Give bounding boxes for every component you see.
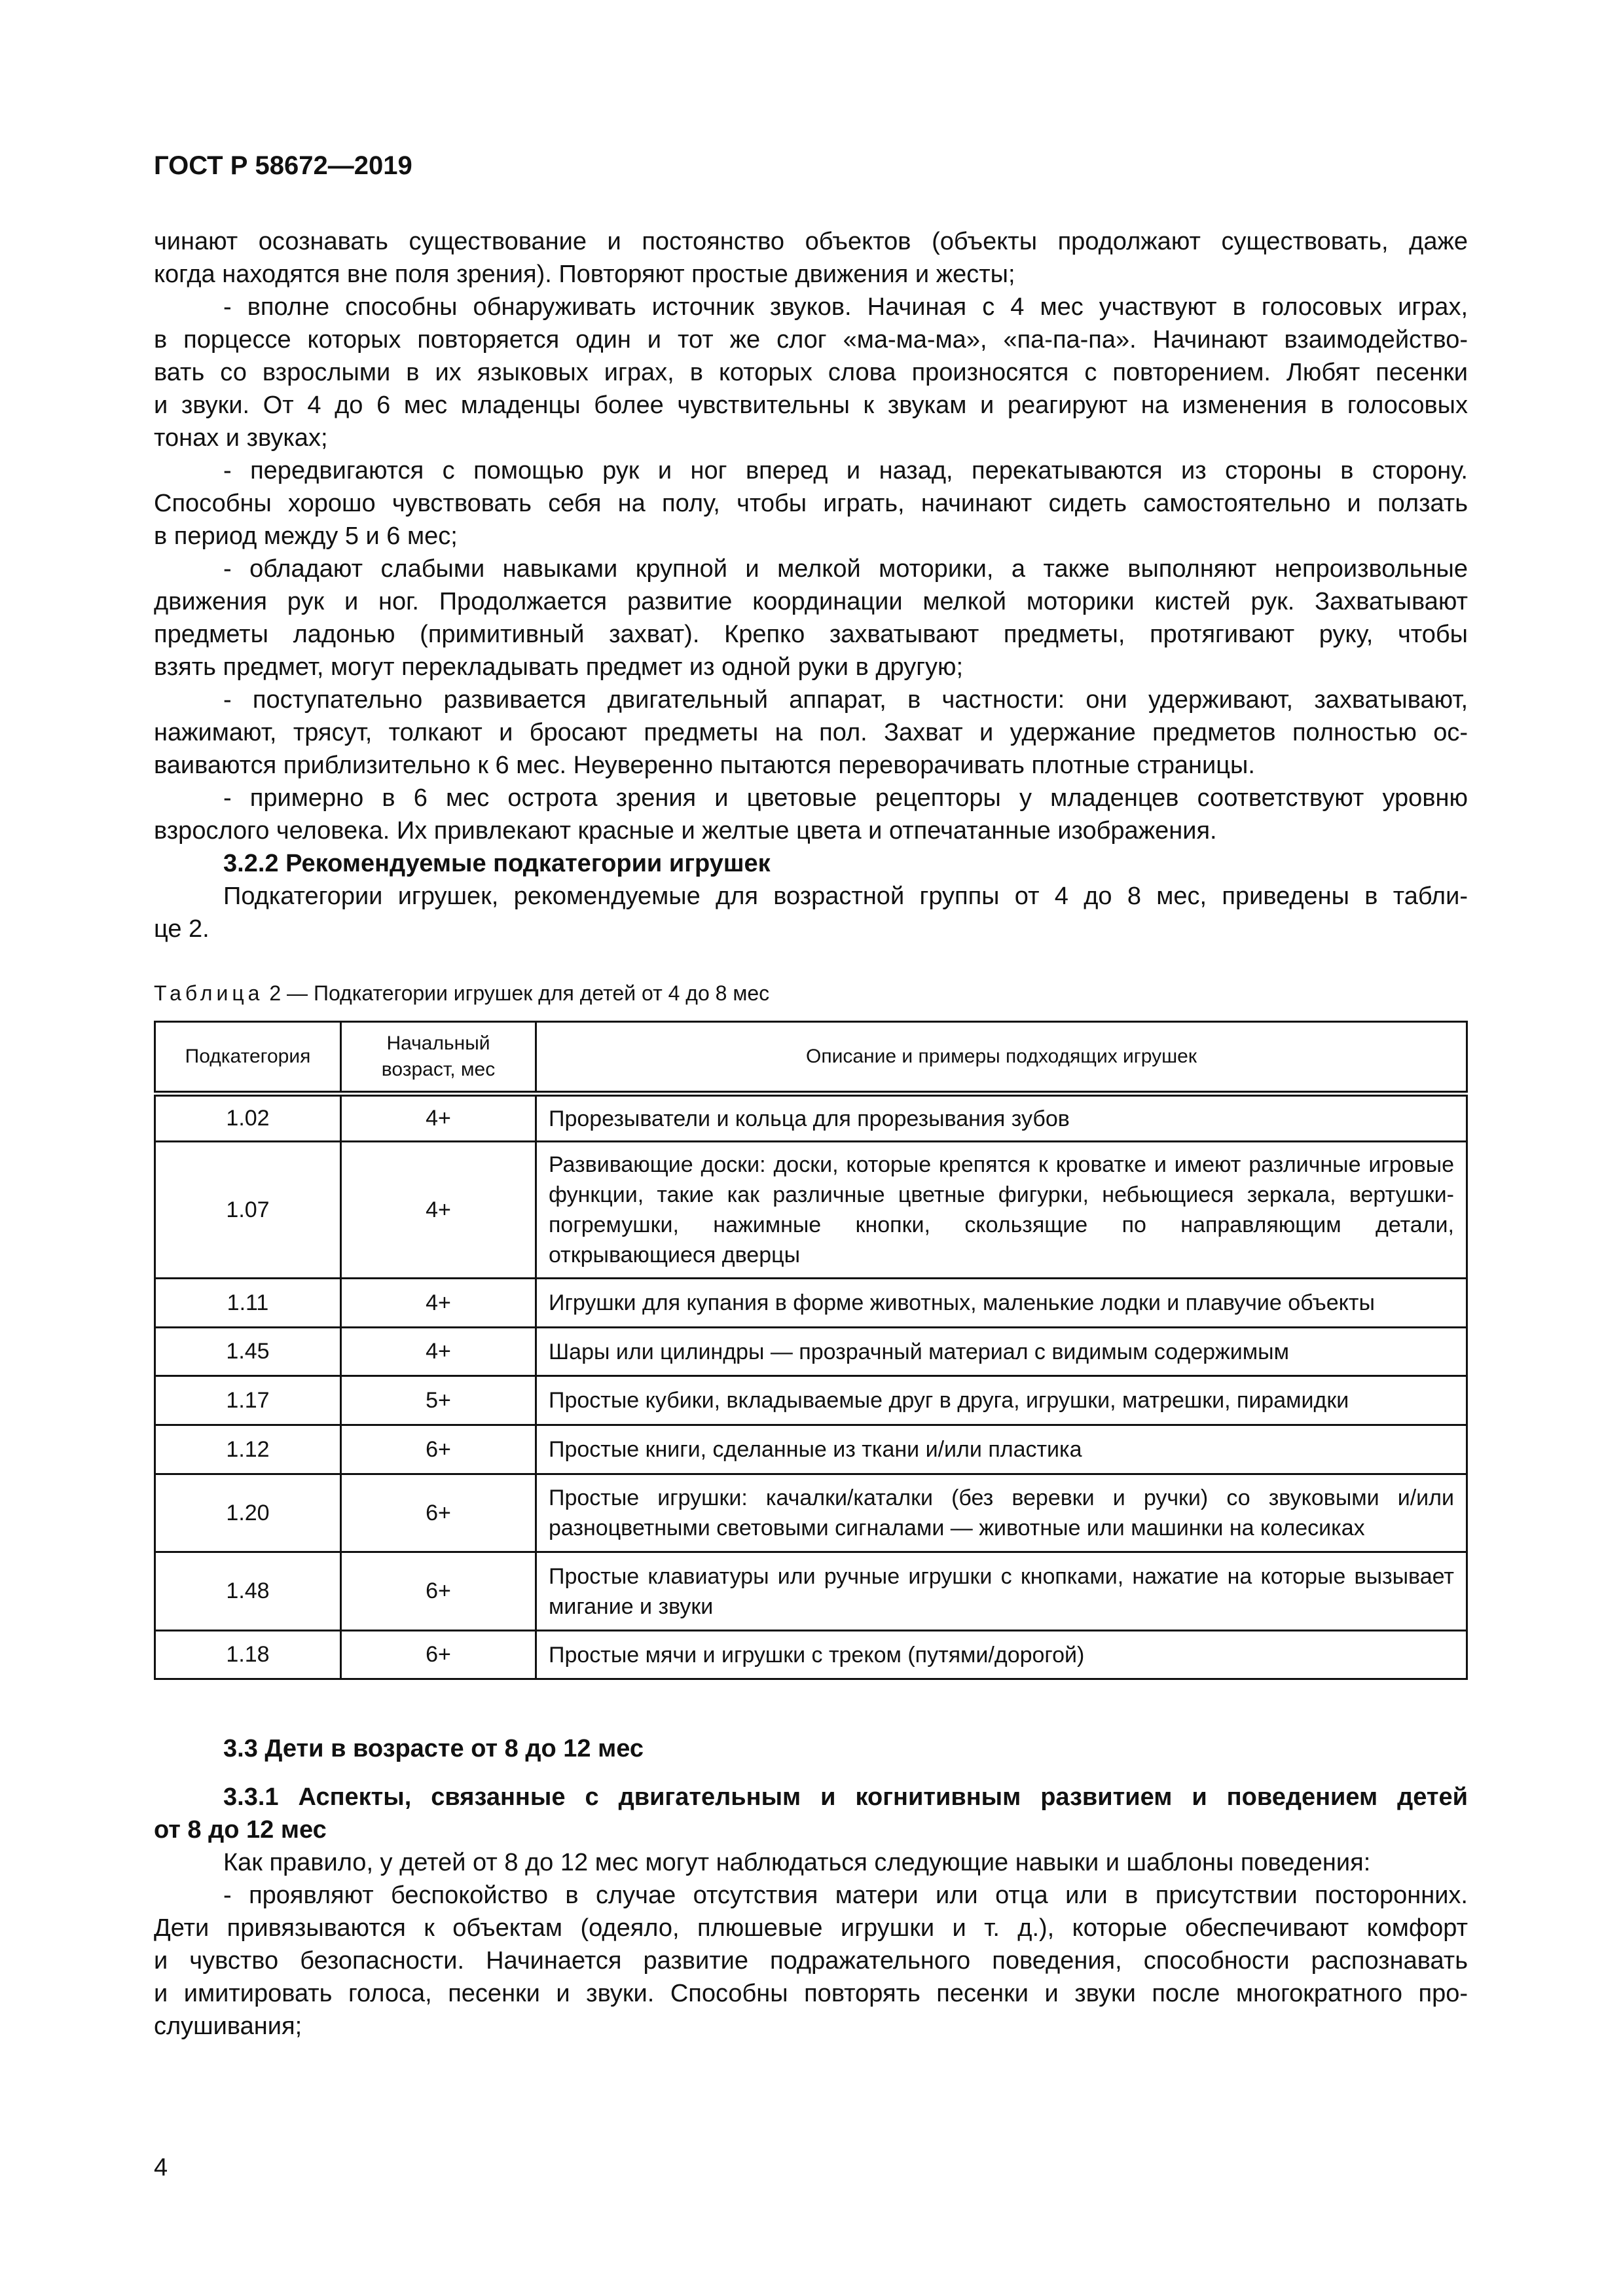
paragraph-line: и звуки. От 4 до 6 мес младенцы более чувствительны к звукам и реагируют на изменения в голосовых [154,392,1468,419]
paragraph-line: и имитировать голоса, песенки и звуки. Способны повторять песенки и звуки после многократного про- [154,1980,1468,2007]
table-row [155,1279,1467,1328]
body-text-top [154,225,1468,945]
paragraph-line: ваиваются приблизительно к 6 мес. Неуверенно пытаются переворачивать плотные страницы. [154,752,1255,779]
subcategory-cell: 1.20 [155,1474,341,1552]
description-cell: Простые игрушки: качалки/каталки (без веревки и ручки) со звуковыми и/или разноцветными световыми сигналами — животные или машинки на колесиках [536,1474,1467,1552]
paragraph-line: взрослого человека. Их привлекают красные и желтые цвета и отпечатанные изображения. [154,817,1217,845]
paragraph-line: - поступательно развивается двигательный аппарат, в частности: они удерживают, захватывают, [223,686,1468,714]
description-cell: Шары или цилиндры — прозрачный материал с видимым содержимым [536,1328,1467,1376]
table-caption [154,979,769,1008]
subcategory-cell: 1.12 [155,1425,341,1474]
table-row [155,1328,1467,1376]
paragraph-line: вать со взрослыми в их языковых играх, в которых слова произносятся с повторением. Любят песенки [154,359,1468,386]
table-row [155,1552,1467,1631]
paragraph-line: Как правило, у детей от 8 до 12 мес могут наблюдаться следующие навыки и шаблоны поведения: [223,1849,1371,1876]
subcategory-cell: 1.07 [155,1142,341,1279]
subcategory-cell: 1.18 [155,1631,341,1679]
table-header-row [155,1022,1467,1094]
subcategory-cell: 1.02 [155,1094,341,1142]
table-caption-label: Таблица [154,981,264,1005]
start-age-cell: 4+ [341,1328,536,1376]
table-row [155,1142,1467,1279]
paragraph-line: Подкатегории игрушек, рекомендуемые для возрастной группы от 4 до 8 мес, приведены в табли- [223,883,1468,910]
heading-line: от 8 до 12 мес [154,1816,327,1844]
table-row [155,1094,1467,1142]
start-age-cell: 6+ [341,1552,536,1631]
document-id-header: ГОСТ Р 58672—2019 [154,151,412,180]
paragraph-line: це 2. [154,915,210,943]
description-cell: Простые мячи и игрушки с треком (путями/дорогой) [536,1631,1467,1679]
subcategories-table [154,1021,1468,1680]
paragraph-line: взять предмет, могут перекладывать предмет из одной руки в другую; [154,653,964,681]
start-age-cell: 6+ [341,1474,536,1552]
table-row [155,1376,1467,1425]
header-subcategory: Подкатегория [155,1022,341,1094]
table-row [155,1631,1467,1679]
paragraph-line: когда находятся вне поля зрения). Повторяют простые движения и жесты; [154,261,1015,288]
start-age-cell: 6+ [341,1631,536,1679]
paragraph-line: чинают осознавать существование и постоянство объектов (объекты продолжают существовать, даже [154,228,1468,255]
subcategory-cell: 1.11 [155,1279,341,1328]
description-cell: Прорезыватели и кольца для прорезывания зубов [536,1094,1467,1142]
paragraph-line: - примерно в 6 мес острота зрения и цветовые рецепторы у младенцев соответствуют уровню [223,784,1468,812]
subcategory-cell: 1.17 [155,1376,341,1425]
description-cell: Простые книги, сделанные из ткани и/или пластика [536,1425,1467,1474]
start-age-cell: 4+ [341,1279,536,1328]
subcategory-cell: 1.45 [155,1328,341,1376]
subcategory-cell: 1.48 [155,1552,341,1631]
paragraph-line: и чувство безопасности. Начинается развитие подражательного поведения, способности распознавать [154,1947,1468,1975]
start-age-cell: 4+ [341,1094,536,1142]
table-caption-text: 2 — Подкатегории игрушек для детей от 4 до 8 мес [263,981,770,1005]
body-text-bottom [154,1781,1468,2043]
paragraph-line: - обладают слабыми навыками крупной и мелкой моторики, а также выполняют непроизвольные [223,555,1468,583]
paragraph-line: - вполне способны обнаруживать источник звуков. Начиная с 4 мес участвуют в голосовых играх, [223,293,1468,321]
paragraph-line: в период между 5 и 6 мес; [154,522,458,550]
page-number: 4 [154,2154,168,2181]
heading-line: 3.2.2 Рекомендуемые подкатегории игрушек [223,850,771,877]
description-cell: Развивающие доски: доски, которые крепятся к кроватке и имеют различные игровые функции, такие как различные цветные фигурки, небьющиеся зеркала, вертушки-погремушки, нажимные кнопки, скользящие по направляющим детали, открывающиеся дверцы [536,1142,1467,1279]
paragraph-line: - проявляют беспокойство в случае отсутствия матери или отца или в присутствии посторонних. [223,1882,1468,1909]
start-age-cell: 4+ [341,1142,536,1279]
paragraph-line: движения рук и ног. Продолжается развитие координации мелкой моторики кистей рук. Захватывают [154,588,1468,615]
start-age-cell: 6+ [341,1425,536,1474]
paragraph-line: в порцессе которых повторяется один и тот же слог «ма-ма-ма», «па-па-па». Начинают взаимодейство- [154,326,1468,354]
description-cell: Простые кубики, вкладываемые друг в друга, игрушки, матрешки, пирамидки [536,1376,1467,1425]
description-cell: Игрушки для купания в форме животных, маленькие лодки и плавучие объекты [536,1279,1467,1328]
description-cell: Простые клавиатуры или ручные игрушки с кнопками, нажатие на которые вызывает мигание и звуки [536,1552,1467,1631]
section-heading: 3.3 Дети в возрасте от 8 до 12 мес [223,1735,644,1762]
header-start-age: Начальный возраст, мес [341,1022,536,1094]
header-description: Описание и примеры подходящих игрушек [536,1022,1467,1094]
heading-line: 3.3.1 Аспекты, связанные с двигательным и когнитивным развитием и поведением детей [223,1783,1468,1811]
start-age-cell: 5+ [341,1376,536,1425]
paragraph-line: нажимают, трясут, толкают и бросают предметы на пол. Захват и удержание предметов полностью ос- [154,719,1468,746]
paragraph-line: Дети привязываются к объектам (одеяло, плюшевые игрушки и т. д.), которые обеспечивают комфорт [154,1914,1468,1942]
table-row [155,1474,1467,1552]
paragraph-line: предметы ладонью (примитивный захват). Крепко захватывают предметы, протягивают руку, чтобы [154,621,1468,648]
paragraph-line: - передвигаются с помощью рук и ног вперед и назад, перекатываются из стороны в сторону. [223,457,1468,484]
paragraph-line: Способны хорошо чувствовать себя на полу, чтобы играть, начинают сидеть самостоятельно и ползать [154,490,1468,517]
table-row [155,1425,1467,1474]
paragraph-line: слушивания; [154,2013,302,2040]
paragraph-line: тонах и звуках; [154,424,328,452]
